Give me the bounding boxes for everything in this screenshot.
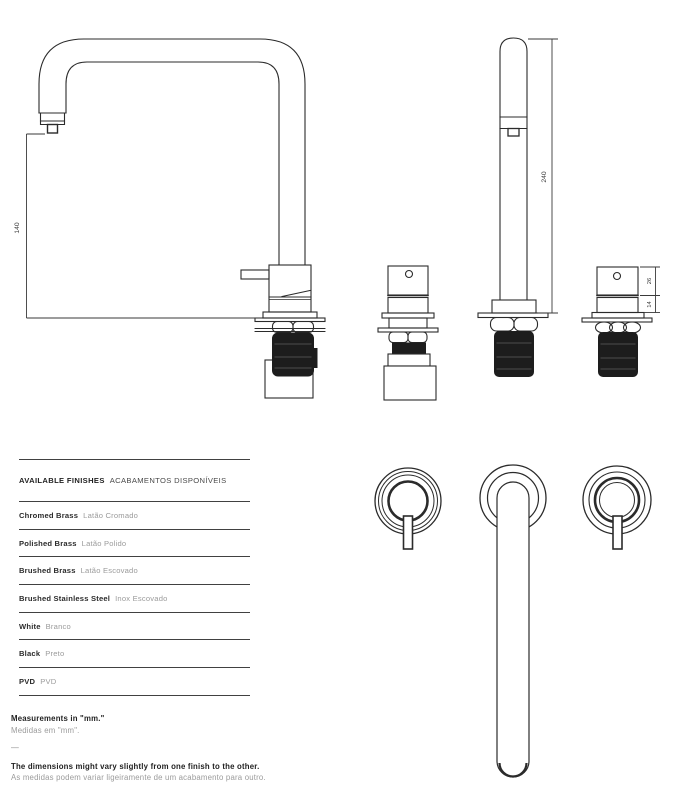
aerator-front: [508, 129, 519, 137]
notes-separator: —: [11, 743, 19, 752]
measurements-note-pt: Medidas em "mm".: [11, 725, 80, 735]
dim-label-240: 240: [541, 171, 548, 183]
aerator: [48, 125, 58, 134]
finish-name-en: PVD: [19, 676, 36, 686]
finish-name-pt: Latão Escovado: [80, 566, 138, 576]
finish-name-pt: Inox Escovado: [115, 593, 168, 603]
finishes-title-pt: ACABAMENTOS DISPONÍVEIS: [109, 476, 227, 485]
dim-label-26: 26: [647, 277, 653, 285]
dim-label-140: 140: [14, 222, 21, 234]
finish-name-en: Brushed Stainless Steel: [19, 593, 111, 603]
finish-name-en: Black: [19, 649, 41, 659]
finish-row-polished-brass: [19, 529, 250, 557]
valve-threads: [392, 343, 426, 355]
valve-front-view: [378, 266, 438, 400]
finish-name-pt: Latão Cromado: [83, 510, 139, 520]
finish-name-en: Chromed Brass: [19, 510, 79, 520]
handle-pin-hole: [406, 271, 413, 278]
finish-name-pt: Latão Polido: [81, 538, 127, 548]
spout-threads: [494, 331, 534, 377]
valve-threads-2: [598, 332, 638, 377]
finish-row-brushed-stainless-steel: [19, 584, 250, 612]
finish-row-pvd: [19, 667, 250, 695]
valve-top-view-left: [375, 468, 441, 549]
dim-label-14: 14: [647, 301, 653, 308]
variance-note-en: The dimensions might vary slightly from one finish to the other.: [11, 761, 260, 771]
spout-top-view: [480, 465, 546, 777]
handle-stub-2: [613, 516, 622, 549]
spout-front-view: [478, 38, 548, 377]
handle-pin-hole-2: [614, 273, 621, 280]
mixer-body: [269, 265, 311, 312]
dimension-140: [27, 134, 263, 318]
finish-row-chromed-brass: [19, 501, 250, 529]
finishes-table: [19, 459, 250, 696]
finishes-title-en: AVAILABLE FINISHES: [19, 476, 105, 485]
finish-row-brushed-brass: [19, 556, 250, 584]
variance-note-pt: As medidas podem variar ligeiramente de um acabamento para outro.: [11, 773, 266, 782]
faucet-side-view: [39, 39, 325, 398]
footnotes: [11, 713, 431, 784]
finish-name-en: Brushed Brass: [19, 566, 76, 576]
valve-top-view-right: [583, 466, 651, 549]
finishes-table-header: [19, 459, 250, 501]
finish-name-en: Polished Brass: [19, 538, 77, 548]
finish-row-white: [19, 612, 250, 640]
finish-name-pt: Branco: [45, 621, 71, 631]
lever-handle: [241, 270, 269, 279]
valve-side-view: [582, 267, 652, 377]
threaded-shank: [272, 333, 314, 377]
handle-stub: [404, 516, 413, 549]
finish-row-black: [19, 639, 250, 667]
valve-handle-2: [597, 267, 638, 295]
finish-name-pt: Preto: [45, 649, 65, 659]
spout-outer-line: [39, 39, 305, 265]
spout-reach-bar: [497, 482, 529, 777]
finish-name-en: White: [19, 621, 41, 631]
measurements-note-en: Measurements in "mm.": [11, 714, 105, 723]
finish-name-pt: PVD: [40, 676, 57, 686]
spout-inner-line: [66, 62, 279, 265]
